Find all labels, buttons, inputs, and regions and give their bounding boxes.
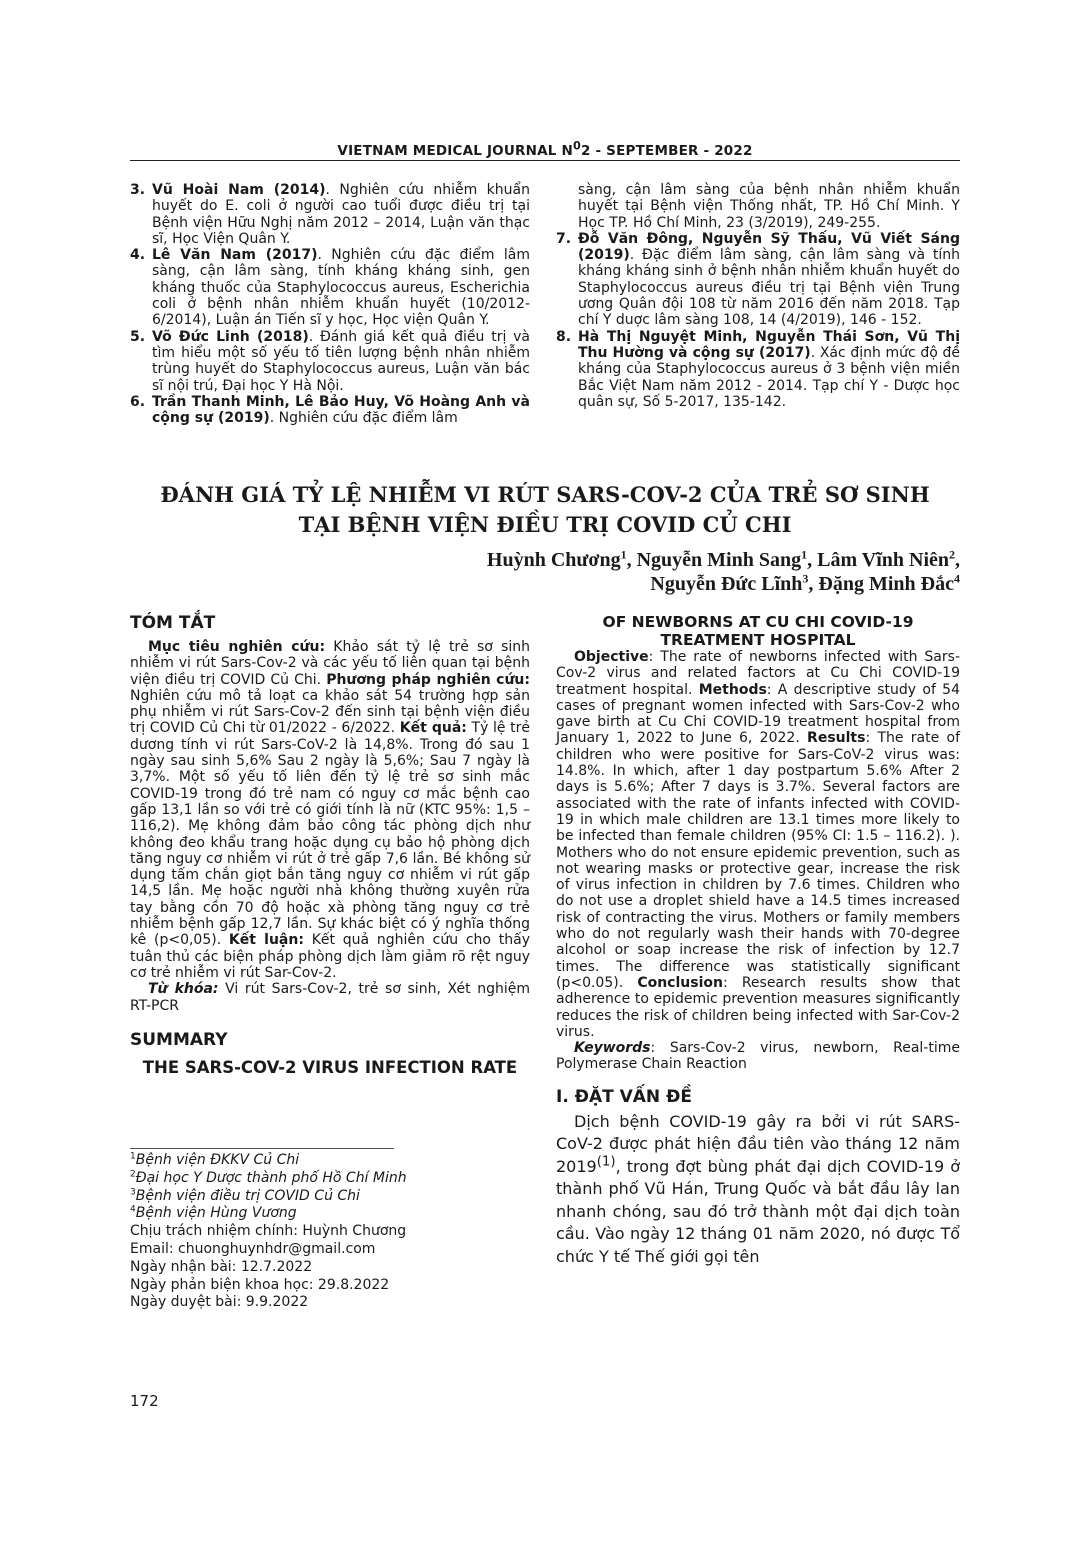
keywords-paragraph <box>130 981 530 1014</box>
summary-paragraph <box>556 649 960 1040</box>
summary-english <box>556 613 960 1268</box>
reference-number: 8. <box>556 328 572 345</box>
author-list <box>360 548 960 596</box>
conclusion-label: Kết luận: <box>228 932 304 949</box>
objective-label: Objective <box>574 649 649 665</box>
objective-text: : The rate of newborns infected with Sars-Cov-2 virus and related factors at Cu Chi COVID-19 treatment hospital. <box>556 649 960 698</box>
intro-text: Dịch bệnh COVID-19 gây ra bởi vi rút SARS-CoV-2 được phát hiện đầu tiên vào tháng 12 năm 2019 <box>556 1111 960 1176</box>
keywords-label: Keywords <box>574 1040 651 1057</box>
reference-number: 7. <box>556 230 572 247</box>
author-line-1 <box>360 548 960 572</box>
affiliation-text: Bệnh viện ĐKKV Củ Chi <box>135 1152 300 1168</box>
affiliation-note <box>130 1170 530 1188</box>
affiliation-text: Bệnh viện Hùng Vương <box>135 1205 297 1222</box>
keywords-paragraph <box>556 1040 960 1073</box>
citation-sup: (1) <box>596 1154 616 1170</box>
footnote-rule <box>130 1148 394 1149</box>
author-affiliation-sup: 2 <box>949 547 955 562</box>
reference-authors: Vũ Hoài Nam (2014) <box>152 182 326 198</box>
reference-text: . Nghiên cứu đặc điểm lâm <box>269 410 458 427</box>
reference-item <box>556 231 960 329</box>
keywords-text: Vi rút Sars-Cov-2, trẻ sơ sinh, Xét nghiệm RT-PCR <box>130 981 530 1014</box>
reference-authors: Đỗ Văn Đông, Nguyễn Sỹ Thấu, Vũ Viết Sáng (2019) <box>578 230 960 264</box>
methods-label: Phương pháp nghiên cứu: <box>326 671 530 688</box>
author-affiliation-sup: 4 <box>954 571 960 586</box>
author-name: Nguyễn Đức Lĩnh <box>650 573 803 595</box>
results-label: Kết quả: <box>399 720 467 737</box>
approved-date: Ngày duyệt bài: 9.9.2022 <box>130 1294 309 1311</box>
methods-text: : A descriptive study of 54 cases of pregnant women infected with Sars-Cov-2 who gave birth at Cu Chi COVID-19 treatment hospital from January 1, 2022 to June 6, 2022. <box>556 681 960 747</box>
reference-authors: Võ Đức Linh (2018) <box>152 328 309 345</box>
references-right <box>556 182 960 410</box>
reference-text: . Đánh giá kết quả điều trị và tìm hiểu một số yếu tố tiên lượng bệnh nhân nhiễm trùng huyết do Staphylococcus aureus, Luận văn bác sĩ nội trú, Đại học Y Hà Nội. <box>152 328 530 394</box>
received-date: Ngày nhận bài: 12.7.2022 <box>130 1258 313 1275</box>
affiliation-text: Bệnh viện điều trị COVID Củ Chi <box>135 1187 360 1204</box>
author-separator: , <box>807 549 818 571</box>
objective-text: Khảo sát tỷ lệ trẻ sơ sinh nhiễm vi rút Sars-Cov-2 và các yếu tố liên quan tại bệnh viện điều trị COVID Củ Chi. <box>130 639 531 688</box>
page-number: 172 <box>130 1392 159 1410</box>
author-name: Nguyễn Minh Sang <box>636 549 802 571</box>
author-separator: , <box>955 549 960 571</box>
author-line-2 <box>360 572 960 596</box>
conclusion-text: : Research results show that adherence to epidemic prevention measures significantly reduces the risk of children being infected with Sar-Cov-2 virus. <box>556 974 960 1040</box>
reference-number: 6. <box>130 393 146 410</box>
reviewed-date: Ngày phản biện khoa học: 29.8.2022 <box>130 1276 390 1293</box>
footnote-sup: 1 <box>130 1151 136 1162</box>
summary-title-part1: THE SARS-COV-2 VIRUS INFECTION RATE <box>142 1057 518 1077</box>
reference-authors: Hà Thị Nguyệt Minh, Nguyễn Thái Sơn, Vũ Thị Thu Hường và cộng sự (2017) <box>578 328 960 361</box>
reference-item <box>130 182 530 247</box>
title-line-1: ĐÁNH GIÁ TỶ LỆ NHIỄM VI RÚT SARS-COV-2 CỦA TRẺ SƠ SINH <box>160 482 930 507</box>
reference-text: . Đặc điểm lâm sàng, cận lâm sàng và tính kháng kháng sinh ở bệnh nhân nhiễm khuẩn huyết do Staphylococcus aureus điều trị tại Bệnh viện Trung ương Quân đội 108 từ năm 2016 đến năm 2018. Tạp chí Y duợc lâm sàng 108, 14 (4/2019), 146 - 152. <box>578 247 960 329</box>
author-email: Email: chuonghuynhdr@gmail.com <box>130 1240 376 1257</box>
reference-item <box>130 329 530 394</box>
affiliation-note <box>130 1188 530 1206</box>
keywords-text: : Sars-Cov-2 virus, newborn, Real-time Polymerase Chain Reaction <box>556 1040 960 1073</box>
responsible-author: Chịu trách nhiệm chính: Huỳnh Chương <box>130 1223 407 1240</box>
methods-text: Nghiên cứu mô tả loạt ca khảo sát 54 trường hợp sản phụ nhiễm vi rút Sars-Cov-2 đến sinh tại bệnh viện điều trị COVID Củ Chi từ 01/2022 - 6/2022. <box>130 687 530 737</box>
results-text: : The rate of children who were positive for Sars-CoV-2 virus was: 14.8%. In which, after 1 day postpartum 5.6% After 2 days is 5.6%; After 7 days is 3.7%. Several factors are associated with the rate of infants infected with COVID-19 in which male children are 13.1 times more likely to be infected than female children (95% CI: 1.5 – 116.2). ). Mothers who do not ensure epidemic prevention, such as not wearing masks or protective gear, increase the risk of virus infection in children by 7.6 times. Children who do not use a droplet shield have a 14.5 times increased risk of contracting the virus. Mothers or family members who do not regularly wash their hands with 70-degree alcohol or soap increase the risk of infection by 12.7 times. The difference was statistically significant (p<0.05). <box>556 730 960 991</box>
abstract-vietnamese <box>130 613 530 1078</box>
abstract-heading: TÓM TẮT <box>130 613 216 633</box>
affiliation-note <box>130 1152 530 1170</box>
author-affiliation-sup: 1 <box>620 547 627 562</box>
reference-text: . Xác định mức độ đề kháng của Staphylococcus aureus ở 3 bệnh viện miền Bắc Việt Nam năm 2012 - 2014. Tạp chí Y - Dược học quân sự, Số 5-2017, 135-142. <box>578 344 960 410</box>
objective-label: Mục tiêu nghiên cứu: <box>148 639 326 655</box>
reference-text: . Nghiên cứu nhiễm khuẩn huyết do E. coli ở người cao tuổi được điều trị tại Bệnh viện Hữu Nghị năm 2012 – 2014, Luận văn thạc sĩ, Học Viện Quân Y. <box>152 182 530 247</box>
reference-item <box>556 182 960 231</box>
footnote-sup: 2 <box>130 1169 136 1180</box>
title-line-2: TẠI BỆNH VIỆN ĐIỀU TRỊ COVID CỦ CHI <box>298 512 792 537</box>
keywords-label: Từ khóa: <box>148 981 219 998</box>
results-label: Results <box>807 730 866 747</box>
author-name: Huỳnh Chương <box>486 549 621 571</box>
intro-paragraph <box>556 1111 960 1269</box>
reference-text: sàng, cận lâm sàng của bệnh nhân nhiễm khuẩn huyết tại Bệnh viện Thống nhất, TP. Hồ Chí Minh. Y Học TP. Hồ Chí Minh, 23 (3/2019), 249-255. <box>578 182 960 231</box>
results-text: Tỷ lệ trẻ dương tính vi rút Sars-CoV-2 là 14,8%. Trong đó sau 1 ngày sau sinh 5,6% Sau 2 ngày là 5,6%; Sau 7 ngày là 3,7%. Một số yếu tố liên đến tỷ lệ trẻ sơ sinh mắc COVID-19 trong đó trẻ nam có nguy cơ mắc bệnh cao gấp 13,1 lần so với trẻ có giới tính là nữ (KTC 95%: 1,5 – 116,2). Mẹ không đảm bảo công tác phòng dịch như không đeo khẩu trang hoặc dụng cụ bảo hộ phòng dịch tăng nguy cơ nhiễm vi rút ở trẻ gấp 7,6 lần. Bé không sử dụng tấm chắn giọt bắn tăng nguy cơ nhiễm vi rút gấp 14,5 lần. Mẹ hoặc người nhà không thường xuyên rửa tay bằng cồn 70 độ hoặc xà phòng tăng nguy cơ trẻ nhiễm bệnh gấp 12,7 lần. Sự khác biệt có ý nghĩa thống kê (p<0,05). <box>130 720 530 949</box>
summary-title-part2: OF NEWBORNS AT CU CHI COVID-19 TREATMENT HOSPITAL <box>602 613 914 649</box>
article-title <box>130 480 960 540</box>
reference-item <box>556 329 960 410</box>
footnote-sup: 4 <box>130 1204 136 1215</box>
reference-authors: Trần Thanh Minh, Lê Bảo Huy, Võ Hoàng Anh và cộng sự (2019) <box>152 393 530 427</box>
intro-text-cont: , trong đợt bùng phát đại dịch COVID-19 ở thành phố Vũ Hán, Trung Quốc và bắt đầu lây lan nhanh chóng, sau đó trở thành một đại dịch toàn cầu. Vào ngày 12 tháng 01 năm 2020, nó được Tổ chức Y tế Thế giới gọi tên <box>556 1156 960 1266</box>
reference-number: 5. <box>130 328 146 345</box>
header-rule <box>130 160 960 161</box>
reference-item <box>130 247 530 328</box>
intro-heading: I. ĐẶT VẤN ĐỀ <box>556 1086 692 1107</box>
author-separator: , <box>808 573 819 595</box>
footnote-sup: 3 <box>130 1186 136 1197</box>
summary-heading: SUMMARY <box>130 1029 228 1050</box>
footnotes <box>130 1152 530 1312</box>
reference-text: . Nghiên cứu đặc điểm lâm sàng, cận lâm sàng, tính kháng kháng sinh, gen kháng thuốc của Staphylococcus aureus, Escherichia coli ở bệnh nhân nhiễm khuẩn huyết (10/2012-6/2014), Luận án Tiến sĩ y học, Học viện Quân Y. <box>152 247 530 329</box>
abstract-paragraph <box>130 639 530 981</box>
conclusion-label: Conclusion <box>637 974 723 991</box>
reference-number: 3. <box>130 182 146 198</box>
author-separator: , <box>626 549 637 571</box>
references-left <box>130 182 530 426</box>
author-affiliation-sup: 1 <box>801 547 808 562</box>
reference-number: 4. <box>130 247 146 264</box>
methods-label: Methods <box>698 681 767 698</box>
issue-sup: 0 <box>572 139 581 153</box>
author-affiliation-sup: 3 <box>802 571 809 586</box>
reference-item <box>130 394 530 427</box>
reference-number <box>556 182 578 231</box>
affiliation-note <box>130 1205 530 1223</box>
journal-header <box>130 139 960 159</box>
author-name: Lâm Vĩnh Niên <box>817 549 949 571</box>
journal-name: VIETNAM MEDICAL JOURNAL N <box>337 143 573 159</box>
author-name: Đặng Minh Đắc <box>818 573 954 595</box>
affiliation-text: Đại học Y Dược thành phố Hồ Chí Minh <box>135 1169 407 1186</box>
reference-authors: Lê Văn Nam (2017) <box>152 247 318 264</box>
conclusion-text: Kết quả nghiên cứu cho thấy tuân thủ các biện pháp phòng dịch làm giảm rõ rệt nguy cơ trẻ nhiễm vi rút Sar-Cov-2. <box>130 932 530 981</box>
journal-issue: 2 - SEPTEMBER - 2022 <box>580 143 753 159</box>
